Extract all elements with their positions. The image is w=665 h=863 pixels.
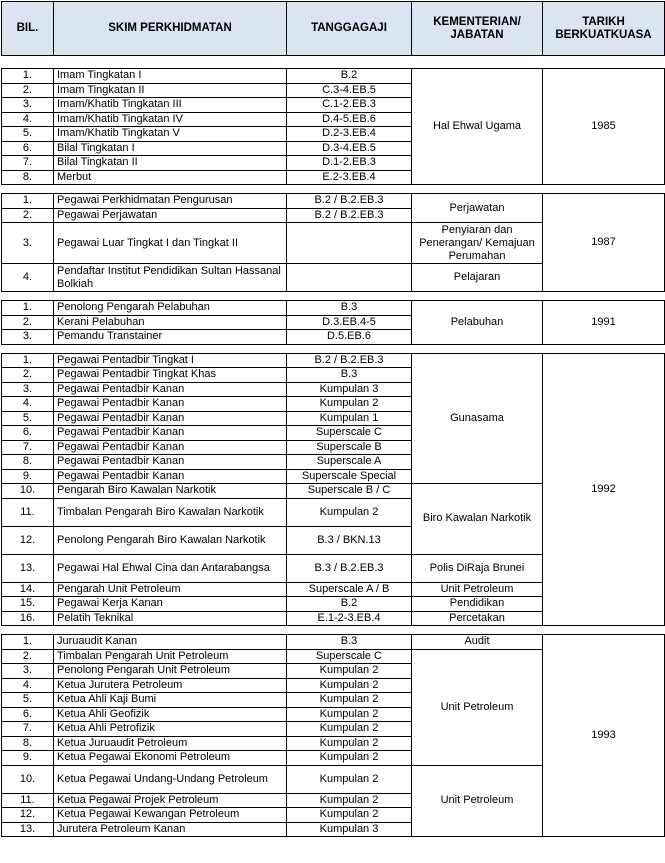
skim-cell: Jurutera Petroleum Kanan	[54, 822, 287, 837]
header-gaji: TANGGAGAJI	[287, 2, 412, 56]
header-tarikh: TARIKH BERKUATKUASA	[543, 2, 665, 56]
bil-cell: 2.	[2, 649, 54, 664]
gaji-cell: C.1-2.EB.3	[287, 98, 412, 113]
gaji-cell: E.1-2-3.EB.4	[287, 611, 412, 626]
skim-cell: Ketua Ahli Kaji Bumi	[54, 693, 287, 708]
kementerian-cell: Unit Petroleum	[412, 765, 543, 837]
gaji-cell: B.3 / B.2.EB.3	[287, 554, 412, 582]
gaji-cell: B.3	[287, 368, 412, 383]
skim-cell: Imam Tingkatan II	[54, 83, 287, 98]
gaji-cell: B.2 / B.2.EB.3	[287, 208, 412, 223]
skim-cell: Pegawai Hal Ehwal Cina dan Antarabangsa	[54, 554, 287, 582]
kementerian-cell: Polis DiRaja Brunei	[412, 554, 543, 582]
kementerian-cell: Biro Kawalan Narkotik	[412, 484, 543, 555]
kementerian-cell: Pendidikan	[412, 597, 543, 612]
skim-cell: Penolong Pengarah Biro Kawalan Narkotik	[54, 526, 287, 554]
gaji-cell: Kumpulan 2	[287, 751, 412, 766]
gaji-cell: B.3	[287, 635, 412, 650]
skim-cell: Pengarah Biro Kawalan Narkotik	[54, 484, 287, 499]
gaji-cell: C.3-4.EB.5	[287, 83, 412, 98]
skim-cell: Ketua Juruaudit Petroleum	[54, 736, 287, 751]
gaji-cell: B.3	[287, 301, 412, 316]
bil-cell: 7.	[2, 156, 54, 171]
bil-cell: 10.	[2, 484, 54, 499]
bil-cell: 15.	[2, 597, 54, 612]
bil-cell: 7.	[2, 440, 54, 455]
skim-cell: Pegawai Pentadbir Tingkat Khas	[54, 368, 287, 383]
bil-cell: 2.	[2, 208, 54, 223]
bil-cell: 4.	[2, 112, 54, 127]
bil-cell: 3.	[2, 382, 54, 397]
bil-cell: 9.	[2, 751, 54, 766]
header-row	[2, 2, 665, 56]
skim-cell: Pelatih Teknikal	[54, 611, 287, 626]
gaji-cell: Kumpulan 2	[287, 693, 412, 708]
bil-cell: 5.	[2, 411, 54, 426]
skim-cell: Penolong Pengarah Unit Petroleum	[54, 664, 287, 679]
bil-cell: 9.	[2, 469, 54, 484]
bil-cell: 8.	[2, 455, 54, 470]
kementerian-cell: Percetakan	[412, 611, 543, 626]
gaji-cell: Superscale A / B	[287, 582, 412, 597]
skim-cell: Pegawai Kerja Kanan	[54, 597, 287, 612]
header-skim: SKIM PERKHIDMATAN	[54, 2, 287, 56]
gaji-cell: Superscale C	[287, 426, 412, 441]
gaji-cell: Kumpulan 3	[287, 382, 412, 397]
tarikh-cell: 1991	[543, 301, 665, 345]
table-row	[2, 301, 665, 316]
gaji-cell: B.2	[287, 69, 412, 84]
kementerian-cell: Pelabuhan	[412, 301, 543, 345]
bil-cell: 8.	[2, 736, 54, 751]
kementerian-cell: Unit Petroleum	[412, 582, 543, 597]
skim-cell: Pegawai Perjawatan	[54, 208, 287, 223]
bil-cell: 1.	[2, 69, 54, 84]
skim-cell: Pegawai Perkhidmatan Pengurusan	[54, 194, 287, 209]
table-row	[2, 194, 665, 209]
skim-cell: Juruaudit Kanan	[54, 635, 287, 650]
bil-cell: 3.	[2, 664, 54, 679]
skim-cell: Pemandu Transtainer	[54, 330, 287, 345]
tarikh-cell: 1985	[543, 69, 665, 185]
gaji-cell: Kumpulan 2	[287, 765, 412, 793]
bil-cell: 11.	[2, 793, 54, 808]
gaji-cell: D.1-2.EB.3	[287, 156, 412, 171]
kementerian-cell: Penyiaran dan Penerangan/ Kemajuan Perumahan	[412, 223, 543, 264]
gaji-cell: Kumpulan 2	[287, 808, 412, 823]
skim-cell: Imam/Khatib Tingkatan V	[54, 127, 287, 142]
kementerian-cell: Hal Ehwal Ugama	[412, 69, 543, 185]
tarikh-cell: 1992	[543, 353, 665, 626]
gaji-cell: Kumpulan 2	[287, 722, 412, 737]
gaji-cell: B.3 / BKN.13	[287, 526, 412, 554]
gaji-cell: Superscale B / C	[287, 484, 412, 499]
skim-cell: Penolong Pengarah Pelabuhan	[54, 301, 287, 316]
bil-cell: 12.	[2, 526, 54, 554]
kementerian-cell: Gunasama	[412, 353, 543, 484]
bil-cell: 1.	[2, 635, 54, 650]
skim-cell: Pegawai Pentadbir Kanan	[54, 397, 287, 412]
skim-cell: Bilal Tingkatan II	[54, 156, 287, 171]
skim-cell: Ketua Jurutera Petroleum	[54, 678, 287, 693]
bil-cell: 1.	[2, 194, 54, 209]
skim-cell: Pegawai Pentadbir Tingkat I	[54, 353, 287, 368]
bil-cell: 12.	[2, 808, 54, 823]
bil-cell: 5.	[2, 693, 54, 708]
bil-cell: 16.	[2, 611, 54, 626]
gaji-cell	[287, 223, 412, 264]
skim-cell: Ketua Ahli Geofizik	[54, 707, 287, 722]
skim-cell: Merbut	[54, 170, 287, 185]
gaji-cell: Kumpulan 2	[287, 736, 412, 751]
skim-cell: Pegawai Pentadbir Kanan	[54, 426, 287, 441]
skim-cell: Pegawai Pentadbir Kanan	[54, 469, 287, 484]
gaji-cell: Superscale C	[287, 649, 412, 664]
table-row	[2, 353, 665, 368]
gaji-cell: Kumpulan 2	[287, 793, 412, 808]
skim-cell: Ketua Pegawai Projek Petroleum	[54, 793, 287, 808]
gaji-cell: D.3.EB.4-5	[287, 315, 412, 330]
gaji-cell: D.2-3.EB.4	[287, 127, 412, 142]
gaji-cell: Kumpulan 1	[287, 411, 412, 426]
gaji-cell: Superscale B	[287, 440, 412, 455]
skim-cell: Timbalan Pengarah Unit Petroleum	[54, 649, 287, 664]
bil-cell: 6.	[2, 426, 54, 441]
kementerian-cell: Unit Petroleum	[412, 649, 543, 765]
kementerian-cell: Audit	[412, 635, 543, 650]
gaji-cell: Kumpulan 2	[287, 678, 412, 693]
bil-cell: 6.	[2, 141, 54, 156]
gaji-cell: Kumpulan 2	[287, 664, 412, 679]
gaji-cell: B.2 / B.2.EB.3	[287, 194, 412, 209]
bil-cell: 2.	[2, 315, 54, 330]
skim-cell: Pengarah Unit Petroleum	[54, 582, 287, 597]
gaji-cell: Kumpulan 2	[287, 397, 412, 412]
skim-cell: Pegawai Pentadbir Kanan	[54, 440, 287, 455]
bil-cell: 1.	[2, 301, 54, 316]
bil-cell: 6.	[2, 707, 54, 722]
skim-cell: Ketua Pegawai Ekonomi Petroleum	[54, 751, 287, 766]
gaji-cell: B.2 / B.2.EB.3	[287, 353, 412, 368]
bil-cell: 3.	[2, 98, 54, 113]
bil-cell: 7.	[2, 722, 54, 737]
gaji-cell: D.3-4.EB.5	[287, 141, 412, 156]
bil-cell: 4.	[2, 678, 54, 693]
kementerian-cell: Pelajaran	[412, 264, 543, 292]
gaji-cell: Kumpulan 2	[287, 707, 412, 722]
gaji-cell: Superscale Special	[287, 469, 412, 484]
tarikh-cell: 1987	[543, 194, 665, 292]
bil-cell: 4.	[2, 397, 54, 412]
skim-cell: Imam/Khatib Tingkatan III	[54, 98, 287, 113]
skim-cell: Ketua Pegawai Undang-Undang Petroleum	[54, 765, 287, 793]
bil-cell: 5.	[2, 127, 54, 142]
bil-cell: 8.	[2, 170, 54, 185]
skim-table	[1, 1, 665, 837]
skim-cell: Imam Tingkatan I	[54, 69, 287, 84]
bil-cell: 3.	[2, 330, 54, 345]
skim-cell: Pendaftar Institut Pendidikan Sultan Hassanal Bolkiah	[54, 264, 287, 292]
gaji-cell: D.5.EB.6	[287, 330, 412, 345]
skim-cell: Bilal Tingkatan I	[54, 141, 287, 156]
bil-cell: 14.	[2, 582, 54, 597]
bil-cell: 3.	[2, 223, 54, 264]
gaji-cell: Superscale A	[287, 455, 412, 470]
table-row	[2, 69, 665, 84]
header-kementerian: KEMENTERIAN/ JABATAN	[412, 2, 543, 56]
skim-cell: Pegawai Pentadbir Kanan	[54, 382, 287, 397]
bil-cell: 11.	[2, 498, 54, 526]
kementerian-cell: Perjawatan	[412, 194, 543, 223]
skim-cell: Imam/Khatib Tingkatan IV	[54, 112, 287, 127]
bil-cell: 4.	[2, 264, 54, 292]
skim-cell: Pegawai Pentadbir Kanan	[54, 411, 287, 426]
skim-cell: Timbalan Pengarah Biro Kawalan Narkotik	[54, 498, 287, 526]
skim-cell: Pegawai Pentadbir Kanan	[54, 455, 287, 470]
gaji-cell: E.2-3.EB.4	[287, 170, 412, 185]
tarikh-cell: 1993	[543, 635, 665, 837]
gaji-cell: Kumpulan 3	[287, 822, 412, 837]
bil-cell: 2.	[2, 83, 54, 98]
gaji-cell: B.2	[287, 597, 412, 612]
skim-cell: Ketua Ahli Petrofizik	[54, 722, 287, 737]
header-bil: BIL.	[2, 2, 54, 56]
bil-cell: 1.	[2, 353, 54, 368]
skim-cell: Ketua Pegawai Kewangan Petroleum	[54, 808, 287, 823]
gaji-cell	[287, 264, 412, 292]
table-row	[2, 635, 665, 650]
skim-cell: Kerani Pelabuhan	[54, 315, 287, 330]
gaji-cell: D.4-5.EB.6	[287, 112, 412, 127]
bil-cell: 13.	[2, 822, 54, 837]
bil-cell: 2.	[2, 368, 54, 383]
gaji-cell: Kumpulan 2	[287, 498, 412, 526]
bil-cell: 10.	[2, 765, 54, 793]
skim-cell: Pegawai Luar Tingkat I dan Tingkat II	[54, 223, 287, 264]
bil-cell: 13.	[2, 554, 54, 582]
